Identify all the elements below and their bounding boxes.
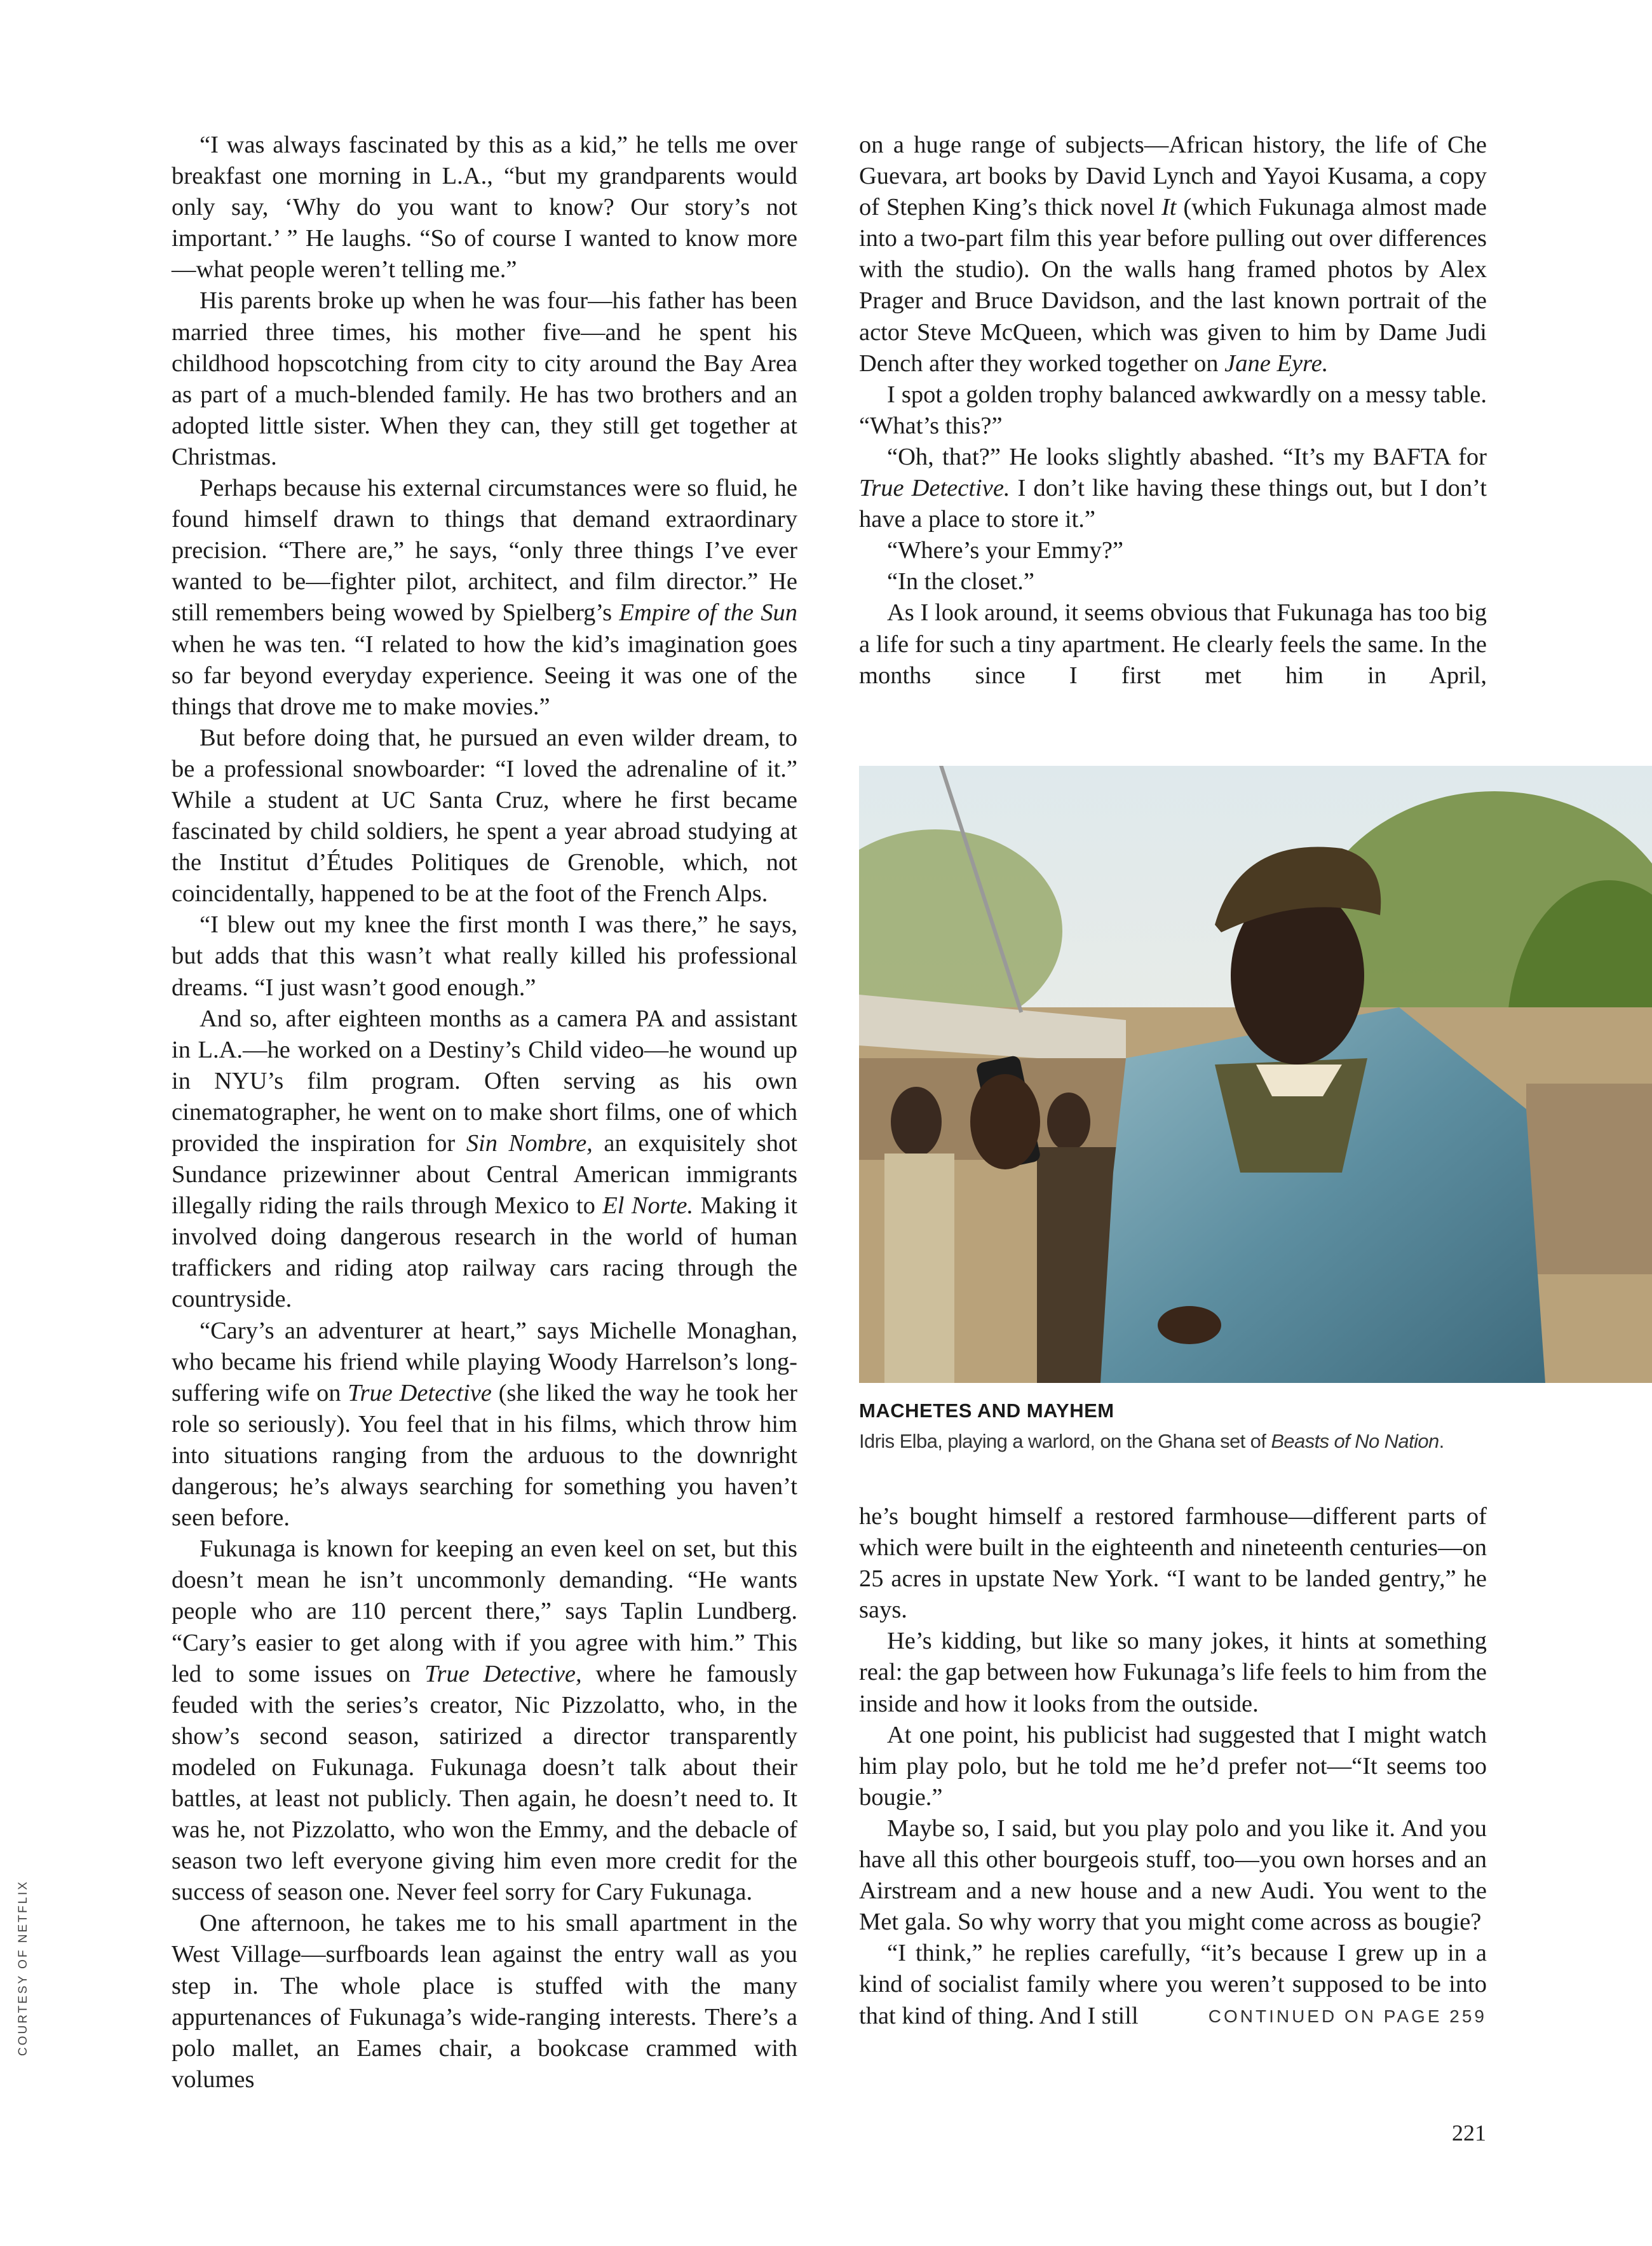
text-run: (she liked the way he took her role so seriously). You feel that in his films, which throw him into situations ranging from the arduous to the downright dangerous; he’s always searching for something you haven’t seen before.	[172, 1379, 797, 1532]
text-run: Making it involved doing dangerous research in the world of human traffickers and riding atop railway cars racing through the countryside.	[172, 1192, 797, 1313]
paragraph	[859, 597, 1487, 691]
italic-title: True Detective	[348, 1379, 492, 1406]
paragraph	[172, 909, 797, 1003]
paragraph	[859, 535, 1487, 566]
paragraph	[859, 442, 1487, 535]
text-run: And so, after eighteen months as a camera PA and assistant in L.A.—he worked on a Destiny’s Child video—he wound up in NYU’s film program. Often serving as his own cinematographer, he went on to make short films, one of which provided the inspiration for	[172, 1005, 797, 1157]
paragraph	[172, 285, 797, 473]
paragraph	[172, 1004, 797, 1316]
text-run: But before doing that, he pursued an even wilder dream, to be a professional snowboarder: “I loved the adrenaline of it.” While a student at UC Santa Cruz, where he first became fascinated by child soldiers, he spent a year abroad studying at the Institut d’Études Politiques de Grenoble, which, not coincidentally, happened to be at the foot of the French Alps.	[172, 724, 797, 908]
article-column-right-bottom	[859, 1501, 1487, 2032]
text-run: I don’t like having these things out, but I don’t have a place to store it.”	[859, 475, 1487, 533]
text-run: “I think,” he replies carefully, “it’s because I grew up in a kind of socialist family where you weren’t supposed to be into that kind of thing. And I still	[859, 1940, 1487, 2029]
continued-on-page-label: CONTINUED ON PAGE 259	[1208, 2006, 1487, 2026]
photo-caption-text	[859, 1430, 1444, 1453]
article-column-right-top	[859, 130, 1487, 691]
text-run: He’s kidding, but like so many jokes, it hints at something real: the gap between how Fukunaga’s life feels to him from the inside and how it looks from the outside.	[859, 1628, 1487, 1717]
text-run: At one point, his publicist had suggested that I might watch him play polo, but he told me he’d prefer not—“It seems too bougie.”	[859, 1721, 1487, 1811]
text-run: His parents broke up when he was four—his father has been married three times, his mother five—and he spent his childhood hopscotching from city to city around the Bay Area as part of a much-blended family. He has two brothers and an adopted little sister. When they can, they still get together at Christmas.	[172, 287, 797, 470]
paragraph	[172, 723, 797, 910]
text-run: One afternoon, he takes me to his small apartment in the West Village—surfboards lean against the entry wall as you step in. The whole place is stuffed with the many appurtenances of Fukunaga’s wide-ranging interests. There’s a polo mallet, an Eames chair, a bookcase crammed with volumes	[172, 1910, 797, 2093]
italic-title: Beasts of No Nation	[1271, 1430, 1439, 1452]
italic-title: True Detective.	[859, 475, 1010, 502]
paragraph	[172, 1534, 797, 1908]
text-run: Perhaps because his external circumstances were so fluid, he found himself drawn to things that demand extraordinary precision. “There are,” he says, “only three things I’ve ever wanted to be—fighter pilot, architect, and film director.” He still remembers being wowed by Spielberg’s	[172, 475, 797, 627]
photo-caption-heading: MACHETES AND MAYHEM	[859, 1399, 1114, 1422]
italic-title: Empire of the Sun	[619, 599, 797, 627]
text-run: “I was always fascinated by this as a kid,” he tells me over breakfast one morning in L.A., “but my grandparents would only say, ‘Why do you want to know? Our story’s not important.’ ” He laughs. “So of course I wanted to know more—what people weren’t telling me.”	[172, 132, 797, 283]
photo-credit: COURTESY OF NETFLIX	[17, 1880, 30, 2056]
paragraph	[172, 1316, 797, 1534]
text-run: Maybe so, I said, but you play polo and you like it. And you have all this other bourgeois stuff, too—you own horses and an Airstream and a new house and a new Audi. You went to the Met gala. So why worry that you might come across as bougie?	[859, 1814, 1487, 1936]
text-run: I spot a golden trophy balanced awkwardly on a messy table. “What’s this?”	[859, 381, 1487, 439]
italic-title: El Norte.	[602, 1192, 694, 1220]
article-column-left	[172, 130, 797, 2095]
page-number: 221	[1452, 2120, 1486, 2146]
paragraph	[172, 473, 797, 723]
text-run: where he famously feuded with the series’s creator, Nic Pizzolatto, who, in the show’s second season, satirized a director transparently modeled on Fukunaga. Fukunaga doesn’t talk about their battles, at least not publicly. Then again, he doesn’t need to. It was he, not Pizzolatto, who won the Emmy, and the debacle of season two left everyone giving him even more credit for the success of season one. Never feel sorry for Cary Fukunaga.	[172, 1660, 797, 1906]
paragraph	[859, 130, 1487, 379]
text-run: (which Fukunaga almost made into a two-part film this year before pulling out over differences with the studio). On the walls hang framed photos by Alex Prager and Bruce Davidson, and the last known portrait of the actor Steve McQueen, which was given to him by Dame Judi Dench after they worked together on	[859, 194, 1487, 377]
paragraph	[859, 1813, 1487, 1938]
paragraph	[859, 1720, 1487, 1813]
text-run: “Cary’s an adventurer at heart,” says Michelle Monaghan, who became his friend while playing Woody Harrelson’s long-suffering wife on	[172, 1317, 797, 1406]
paragraph	[859, 1938, 1487, 2031]
text-run: “Where’s your Emmy?”	[887, 537, 1124, 564]
text-run: when he was ten. “I related to how the kid’s imagination goes so far beyond everyday experience. Seeing it was one of the things that drove me to make movies.”	[172, 630, 797, 720]
paragraph	[859, 1501, 1487, 1626]
italic-title: True Detective,	[424, 1660, 582, 1687]
italic-title: It	[1161, 194, 1177, 221]
italic-title: Sin Nombre,	[466, 1130, 593, 1157]
text-run: As I look around, it seems obvious that Fukunaga has too big a life for such a tiny apartment. He clearly feels the same. In the months since I first met him in April,	[859, 599, 1487, 689]
text-run: on a huge range of subjects—African history, the life of Che Guevara, art books by David Lynch and Yayoi Kusama, a copy of Stephen King’s thick novel	[859, 132, 1487, 221]
paragraph	[172, 130, 797, 285]
text-run: “In the closet.”	[887, 568, 1034, 596]
text-run: “Oh, that?” He looks slightly abashed. “It’s my BAFTA for	[887, 443, 1487, 470]
text-run: “I blew out my knee the first month I was there,” he says, but adds that this wasn’t what really killed his professional dreams. “I just wasn’t good enough.”	[172, 911, 797, 1001]
photo-idris-elba-beasts-of-no-nation	[859, 766, 1652, 1383]
paragraph	[172, 1908, 797, 2095]
text-run: he’s bought himself a restored farmhouse—different parts of which were built in the eighteenth and nineteenth centuries—on 25 acres in upstate New York. “I want to be landed gentry,” he says.	[859, 1503, 1487, 1624]
text-run: an exquisitely shot Sundance prizewinner about Central American immigrants illegally riding the rails through Mexico to	[172, 1130, 797, 1220]
text-run: Fukunaga is known for keeping an even keel on set, but this doesn’t mean he isn’t uncommonly demanding. “He wants people who are 110 percent there,” says Taplin Lundberg. “Cary’s easier to get along with if you agree with him.” This led to some issues on	[172, 1535, 797, 1687]
text-run: .	[1439, 1430, 1444, 1452]
paragraph	[859, 1626, 1487, 1719]
paragraph	[859, 566, 1487, 597]
paragraph	[859, 379, 1487, 442]
text-run: Idris Elba, playing a warlord, on the Ghana set of	[859, 1430, 1271, 1452]
italic-title: Jane Eyre.	[1224, 350, 1329, 377]
